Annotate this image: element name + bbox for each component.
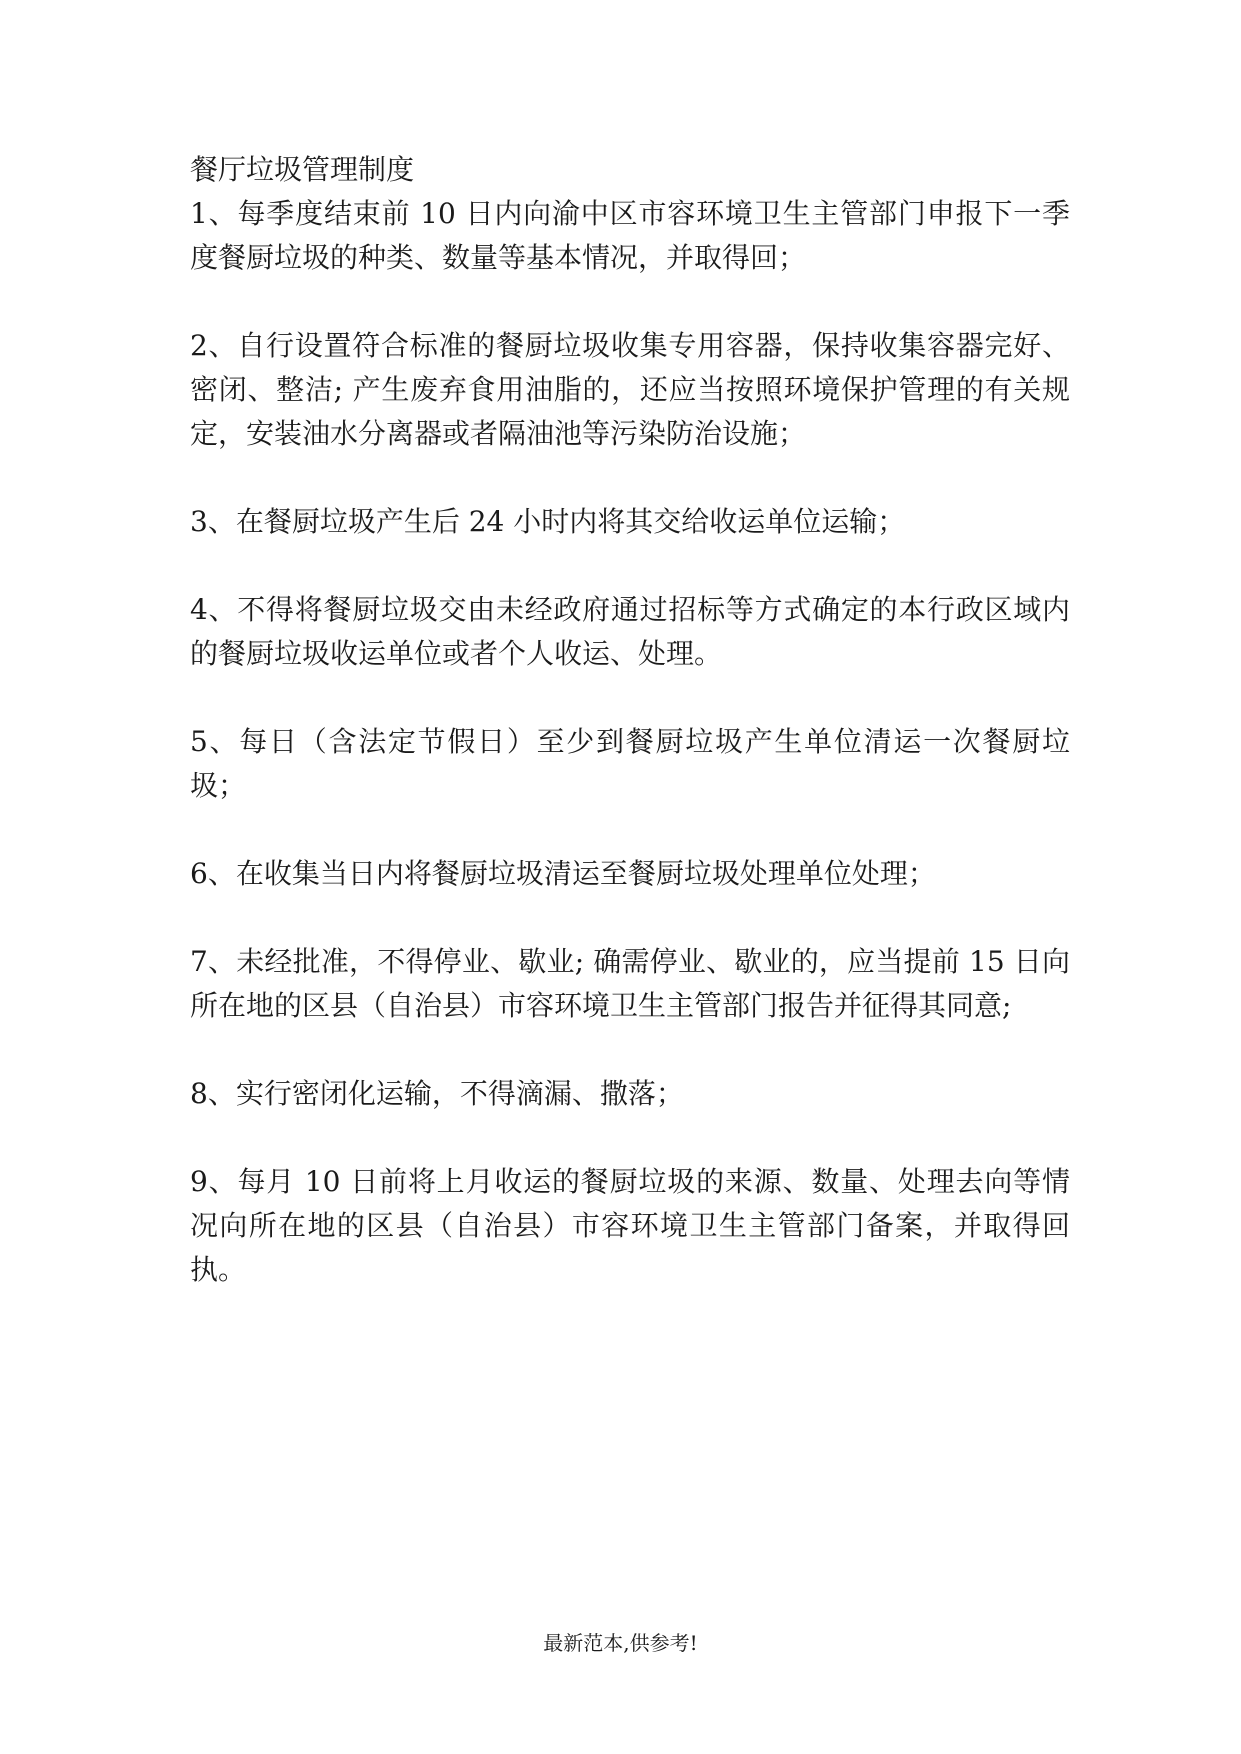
paragraph-3: 3、在餐厨垃圾产生后 24 小时内将其交给收运单位运输；	[190, 505, 906, 538]
paragraph-1: 1、每季度结束前 10 日内向渝中区市容环境卫生主管部门申报下一季度餐厨垃圾的种类、数量等基本情况，并取得回；	[190, 197, 1070, 274]
paragraph-2: 2、自行设置符合标准的餐厨垃圾收集专用容器，保持收集容器完好、密闭、整洁; 产生废弃食用油脂的，还应当按照环境保护管理的有关规定，安装油水分离器或者隔油池等污染防治设施；	[190, 329, 1070, 450]
document-title: 餐厅垃圾管理制度	[190, 153, 415, 186]
paragraph-4: 4、不得将餐厨垃圾交由未经政府通过招标等方式确定的本行政区域内的餐厨垃圾收运单位或者个人收运、处理。	[190, 593, 1070, 670]
document-body	[190, 148, 1070, 1336]
paragraph-6: 6、在收集当日内将餐厨垃圾清运至餐厨垃圾处理单位处理；	[190, 857, 936, 890]
paragraph-5: 5、每日（含法定节假日）至少到餐厨垃圾产生单位清运一次餐厨垃圾；	[190, 725, 1070, 802]
page-footer: 最新范本,供参考!	[543, 1631, 698, 1655]
paragraph-9: 9、每月 10 日前将上月收运的餐厨垃圾的来源、数量、处理去向等情况向所在地的区县（自治县）市容环境卫生主管部门备案，并取得回执。	[190, 1165, 1070, 1286]
paragraph-7: 7、未经批准，不得停业、歇业; 确需停业、歇业的，应当提前 15 日向所在地的区县（自治县）市容环境卫生主管部门报告并征得其同意;	[190, 945, 1070, 1022]
paragraph-8: 8、实行密闭化运输，不得滴漏、撒落；	[190, 1077, 684, 1110]
